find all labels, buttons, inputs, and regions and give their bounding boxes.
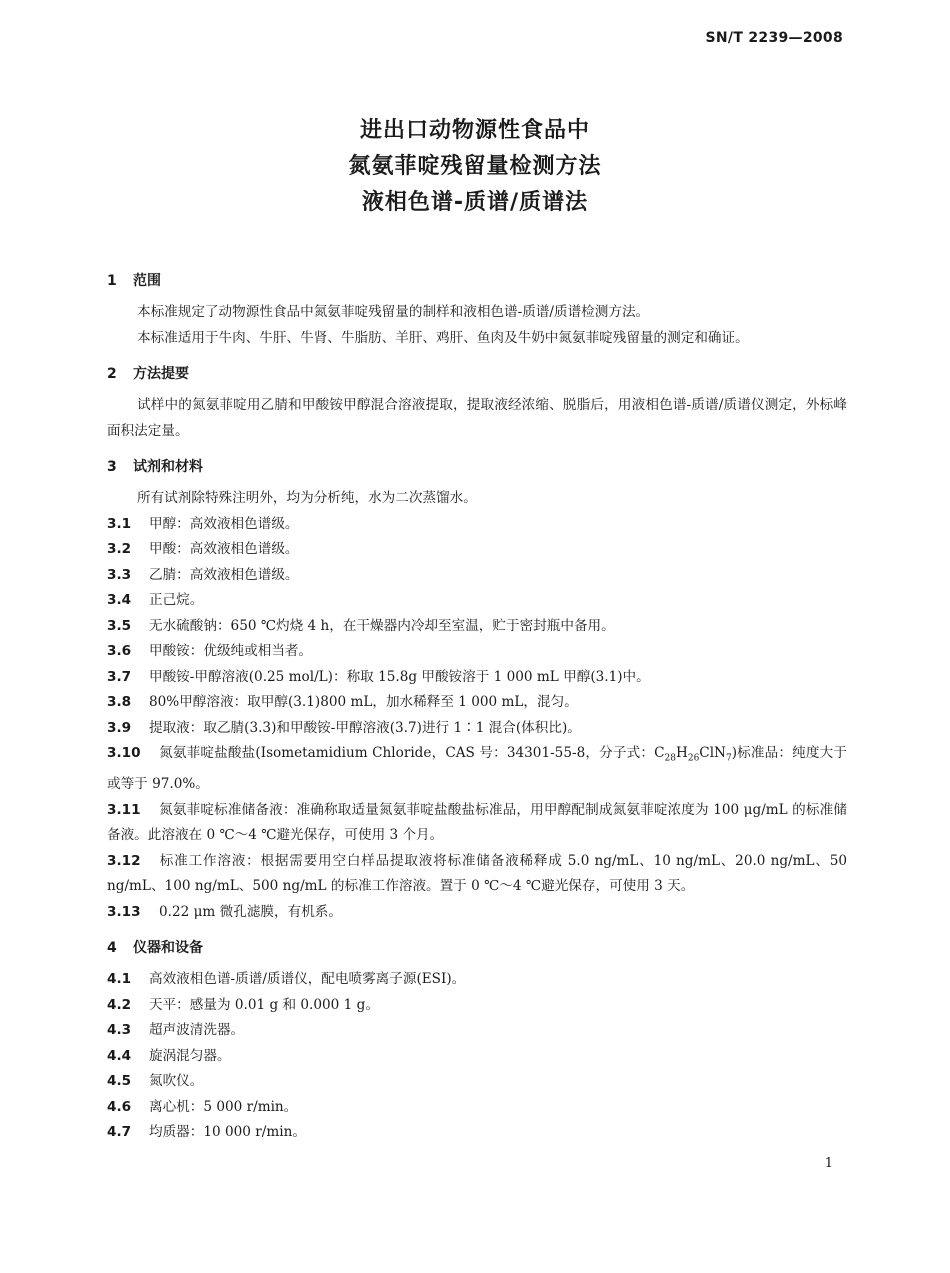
title-line-1: 进出口动物源性食品中 <box>359 118 590 143</box>
list-item <box>107 1018 847 1044</box>
section-heading-scope <box>107 268 847 294</box>
list-item <box>107 1069 847 1095</box>
item-text: 无水硫酸钠：650 ℃灼烧 4 h，在干燥器内冷却至室温，贮于密封瓶中备用。 <box>149 617 615 634</box>
list-item <box>107 798 847 849</box>
item-number: 3.11 <box>107 801 141 818</box>
title-line-2: 氮氨菲啶残留量检测方法 <box>348 154 602 179</box>
section-title: 方法提要 <box>133 366 189 382</box>
item-text: 旋涡混匀器。 <box>149 1047 231 1064</box>
item-text: 甲醇：高效液相色谱级。 <box>149 515 299 532</box>
item-text: 氮吹仪。 <box>149 1073 204 1090</box>
item-text: 高效液相色谱-质谱/质谱仪，配电喷雾离子源(ESI)。 <box>149 971 466 988</box>
item-text: 正己烷。 <box>149 592 204 608</box>
subscript: 7 <box>725 753 732 764</box>
item-text: 甲酸铵：优级纯或相当者。 <box>149 643 313 659</box>
item-text-part: H <box>675 745 688 761</box>
item-number: 4.2 <box>107 996 132 1013</box>
item-number: 3.9 <box>107 719 132 736</box>
item-number: 3.1 <box>107 515 132 532</box>
standard-number: SN/T 2239—2008 <box>705 30 843 46</box>
item-text: 乙腈：高效液相色谱级。 <box>149 566 299 583</box>
item-text: 标准工作溶液：根据需要用空白样品提取液将标准储备液稀释成 5.0 ng/mL、10 ng/mL、20.0 ng/mL、50 ng/mL、100 ng/mL、500 ng/mL 的标准工作溶液。置于 0 ℃～4 ℃避光保存，可使用 3 天。 <box>107 852 847 895</box>
item-text: 甲酸：高效液相色谱级。 <box>149 541 299 557</box>
paragraph: 本标准适用于牛肉、牛肝、牛肾、牛脂肪、羊肝、鸡肝、鱼肉及牛奶中氮氨菲啶残留量的测定和确证。 <box>137 329 749 346</box>
paragraph: 所有试剂除特殊注明外，均为分析纯，水为二次蒸馏水。 <box>137 490 477 506</box>
list-item <box>107 690 847 716</box>
section-number: 4 <box>107 940 117 957</box>
item-number: 3.4 <box>107 592 132 608</box>
item-text: 天平：感量为 0.01 g 和 0.000 1 g。 <box>149 996 379 1013</box>
section-heading-apparatus <box>107 935 847 961</box>
section-title: 范围 <box>133 273 161 289</box>
item-text-part: )标准品：纯度大于或等于 97.0%。 <box>107 745 847 793</box>
item-number: 3.10 <box>107 745 141 761</box>
list-item <box>107 665 847 691</box>
item-text-part: ClN <box>699 745 726 761</box>
list-item <box>107 614 847 640</box>
section-number: 2 <box>107 366 117 382</box>
item-number: 4.6 <box>107 1098 132 1115</box>
item-number: 3.5 <box>107 617 132 634</box>
item-text: 超声波清洗器。 <box>149 1022 245 1039</box>
item-text: 0.22 μm 微孔滤膜，有机系。 <box>159 903 342 920</box>
subscript: 26 <box>687 753 700 764</box>
item-number: 3.8 <box>107 694 132 710</box>
section-title: 试剂和材料 <box>133 459 203 475</box>
item-number: 3.6 <box>107 643 132 659</box>
list-item <box>107 741 847 798</box>
list-item <box>107 1120 847 1146</box>
page-number: 1 <box>824 1156 833 1171</box>
item-number: 4.7 <box>107 1124 132 1141</box>
section-number: 1 <box>107 273 117 289</box>
item-number: 4.4 <box>107 1047 132 1064</box>
item-text: 提取液：取乙腈(3.3)和甲酸铵-甲醇溶液(3.7)进行 1∶1 混合(体积比)。 <box>149 719 581 736</box>
paragraph: 试样中的氮氨菲啶用乙腈和甲酸铵甲醇混合溶液提取，提取液经浓缩、脱脂后，用液相色谱-质谱/质谱仪测定，外标峰面积法定量。 <box>107 397 847 439</box>
list-item <box>107 639 847 665</box>
list-item <box>107 1044 847 1070</box>
item-number: 3.3 <box>107 566 132 583</box>
section-title: 仪器和设备 <box>133 940 203 957</box>
list-item <box>107 1095 847 1121</box>
section-heading-method-summary <box>107 361 847 387</box>
item-number: 3.13 <box>107 903 141 920</box>
item-number: 3.12 <box>107 852 141 869</box>
list-item <box>107 900 847 926</box>
item-number: 4.5 <box>107 1073 132 1090</box>
list-item <box>107 512 847 538</box>
document-body <box>107 258 847 1146</box>
item-text: 离心机：5 000 r/min。 <box>149 1098 298 1115</box>
paragraph: 本标准规定了动物源性食品中氮氨菲啶残留量的制样和液相色谱-质谱/质谱检测方法。 <box>137 304 650 320</box>
title-line-3: 液相色谱-质谱/质谱法 <box>361 190 589 215</box>
item-text: 80%甲醇溶液：取甲醇(3.1)800 mL，加水稀释至 1 000 mL，混匀。 <box>149 694 578 710</box>
item-number: 3.7 <box>107 668 132 685</box>
document-title <box>0 113 950 221</box>
list-item <box>107 967 847 993</box>
section-heading-reagents <box>107 454 847 480</box>
item-text: 氮氨菲啶标准储备液：准确称取适量氮氨菲啶盐酸盐标准品，用甲醇配制成氮氨菲啶浓度为 100 μg/mL 的标准储备液。此溶液在 0 ℃～4 ℃避光保存，可使用 3 个月。 <box>107 801 847 844</box>
list-item <box>107 993 847 1019</box>
item-number: 3.2 <box>107 541 132 557</box>
item-text: 甲酸铵-甲醇溶液(0.25 mol/L)：称取 15.8g 甲酸铵溶于 1 000 mL 甲醇(3.1)中。 <box>149 668 650 685</box>
subscript: 28 <box>664 753 676 764</box>
list-item <box>107 588 847 614</box>
item-number: 4.1 <box>107 971 132 988</box>
item-text-part: 氮氨菲啶盐酸盐(Isometamidium Chloride，CAS 号：34301-55-8，分子式：C <box>159 745 665 761</box>
list-item <box>107 563 847 589</box>
item-text: 均质器：10 000 r/min。 <box>149 1124 306 1141</box>
list-item <box>107 716 847 742</box>
list-item <box>107 537 847 563</box>
item-number: 4.3 <box>107 1022 132 1039</box>
list-item <box>107 849 847 900</box>
section-number: 3 <box>107 459 117 475</box>
